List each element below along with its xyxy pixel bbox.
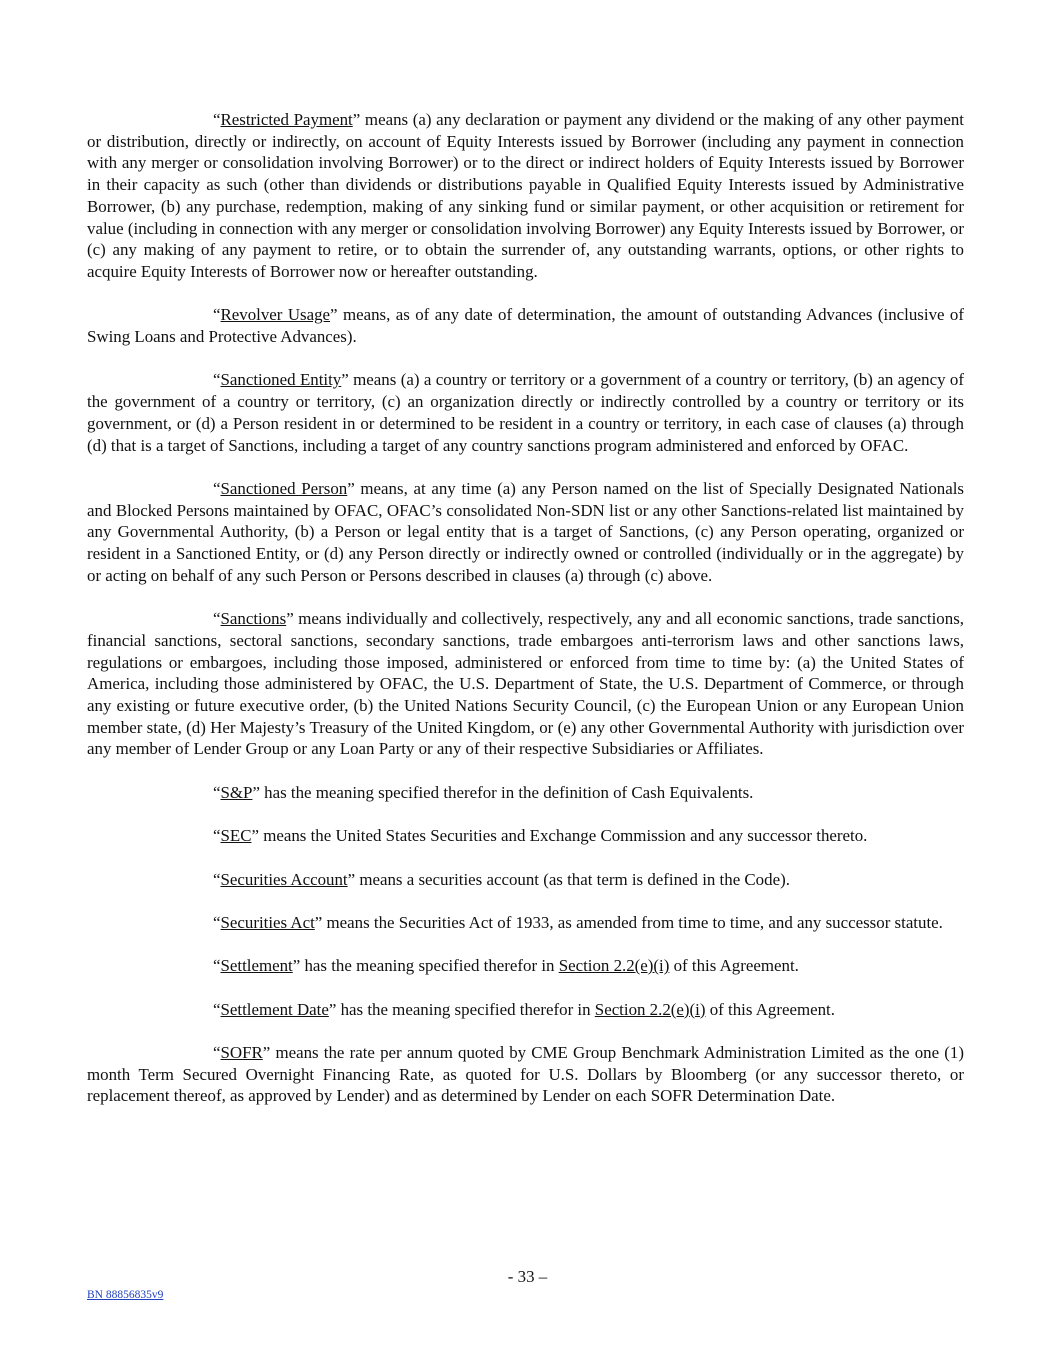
definition-restricted-payment [87, 109, 964, 283]
definition-text: means, at any time (a) any Person named on the list of Specially Designated Nationals and Blocked Persons maintained by OFAC, OFAC’s consolidated Non-SDN list or any other Sanctions-related list maintained by any Governmental Authority, (b) a Person or legal entity that is a target of Sanctions, (c) any Person operating, organized or resident in a Sanctioned Entity, or (d) any Person directly or indirectly owned or controlled (individually or in the aggregate) by or acting on behalf of any such Person or Persons described in clauses (a) through (c) above. [87, 478, 964, 585]
defined-term: Sanctioned Person [220, 478, 348, 498]
definition-text: means the rate per annum quoted by CME Group Benchmark Administration Limited as the one (1) month Term Secured Overnight Financing Rate, as quoted for U.S. Dollars by Bloomberg (or any successor thereto, or replacement thereof, as approved by Lender) and as determined by Lender on each SOFR Determination Date. [87, 1043, 964, 1106]
section-reference: Section 2.2(e)(i) [558, 956, 670, 976]
open-quote: “ [213, 912, 221, 932]
defined-term: S&P [220, 782, 253, 802]
open-quote: “ [213, 1043, 221, 1063]
definition-text: has the meaning specified therefor in [336, 999, 595, 1019]
defined-term: Securities Account [220, 869, 348, 889]
defined-term: Sanctions [220, 609, 287, 629]
defined-term: Revolver Usage [220, 305, 331, 325]
close-quote: ” [328, 999, 337, 1019]
definition-text: means individually and collectively, respectively, any and all economic sanctions, trade sanctions, financial sanctions, sectoral sanctions, secondary sanctions, trade embargoes anti-terrorism laws and other sanctions laws, regulations or embargoes, including those imposed, administered or enforced from time to time by: (a) the United States of America, including those administered by OFAC, the U.S. Department of State, the U.S. Department of Commerce, or through any existing or future executive order, (b) the United Nations Security Council, (c) the European Union or any European Union member state, (d) Her Majesty’s Treasury of the United Kingdom, or (e) any other Governmental Authority with jurisdiction over any member of Lender Group or any Loan Party or any of their respective Subsidiaries or Affiliates. [87, 609, 964, 759]
close-quote: ” [341, 370, 349, 390]
definition-text: means (a) any declaration or payment any dividend or the making of any other payment or distribution, directly or indirectly, on account of Equity Interests issued by Borrower (including any payment in connection with any merger or consolidation involving Borrower) or to the direct or indirect holders of Equity Interests issued by Borrower in their capacity as such (other than dividends or distributions payable in Qualified Equity Interests issued by Administrative Borrower, (b) any purchase, redemption, making of any sinking fund or similar payment, or other acquisition or retirement for value (including in connection with any merger or consolidation involving Borrower) any Equity Interests issued by Borrower, or (c) any making of any payment to retire, or to obtain the surrender of, any outstanding warrants, options, or other rights to acquire Equity Interests of Borrower now or hereafter outstanding. [87, 110, 964, 281]
defined-term: Settlement [220, 956, 293, 976]
definition-text-end: of this Agreement. [669, 956, 799, 976]
definition-text: has the meaning specified therefor in [300, 956, 559, 976]
defined-term: Sanctioned Entity [220, 370, 342, 390]
definition-settlement-date [87, 999, 964, 1021]
definition-text-end: of this Agreement. [705, 999, 835, 1019]
definition-text: means the Securities Act of 1933, as amended from time to time, and any successor statute. [322, 912, 943, 932]
definition-sanctions [87, 608, 964, 760]
definition-text: means the United States Securities and Exchange Commission and any successor thereto. [258, 826, 868, 846]
close-quote: ” [286, 609, 294, 629]
close-quote: ” [352, 110, 361, 129]
definition-s-and-p [87, 782, 964, 804]
definition-sanctioned-person [87, 478, 964, 587]
close-quote: ” [252, 782, 260, 802]
section-reference: Section 2.2(e)(i) [594, 999, 706, 1019]
open-quote: “ [213, 956, 221, 976]
defined-term: Securities Act [220, 912, 315, 932]
close-quote: ” [330, 305, 338, 325]
definition-sofr [87, 1042, 964, 1107]
close-quote: ” [262, 1043, 271, 1063]
open-quote: “ [213, 370, 221, 390]
defined-term: Restricted Payment [220, 110, 353, 129]
defined-term: Settlement Date [220, 999, 329, 1019]
close-quote: ” [347, 478, 355, 498]
open-quote: “ [213, 826, 221, 846]
definition-revolver-usage [87, 304, 964, 347]
document-id-link[interactable]: BN 88856835v9 [87, 1289, 164, 1301]
defined-term: SOFR [220, 1043, 263, 1063]
page-number: - 33 – [507, 1267, 548, 1286]
definition-text: has the meaning specified therefor in the definition of Cash Equivalents. [259, 782, 754, 802]
open-quote: “ [213, 782, 221, 802]
close-quote: ” [314, 912, 323, 932]
close-quote: ” [251, 826, 259, 846]
definition-securities-act [87, 912, 964, 934]
open-quote: “ [213, 305, 221, 325]
open-quote: “ [213, 869, 221, 889]
definition-text: means, as of any date of determination, the amount of outstanding Advances (inclusive of Swing Loans and Protective Advances). [87, 305, 964, 347]
definition-sec [87, 825, 964, 847]
close-quote: ” [292, 956, 301, 976]
open-quote: “ [213, 609, 221, 629]
close-quote: ” [347, 869, 356, 889]
definition-sanctioned-entity [87, 369, 964, 456]
defined-term: SEC [220, 826, 252, 846]
document-body [87, 109, 964, 1129]
definition-text: means a securities account (as that term is defined in the Code). [355, 869, 790, 889]
open-quote: “ [213, 999, 221, 1019]
open-quote: “ [213, 110, 221, 129]
open-quote: “ [213, 478, 221, 498]
definition-securities-account [87, 869, 964, 891]
definition-text: means (a) a country or territory or a government of a country or territory, (b) an agency of the government of a country or territory, (c) an organization directly or indirectly controlled by a country or territory or its government, or (d) a Person resident in or determined to be resident in a country or territory, in each case of clauses (a) through (d) that is a target of Sanctions, including a target of any country sanctions program administered and enforced by OFAC. [87, 370, 964, 455]
definition-settlement [87, 955, 964, 977]
